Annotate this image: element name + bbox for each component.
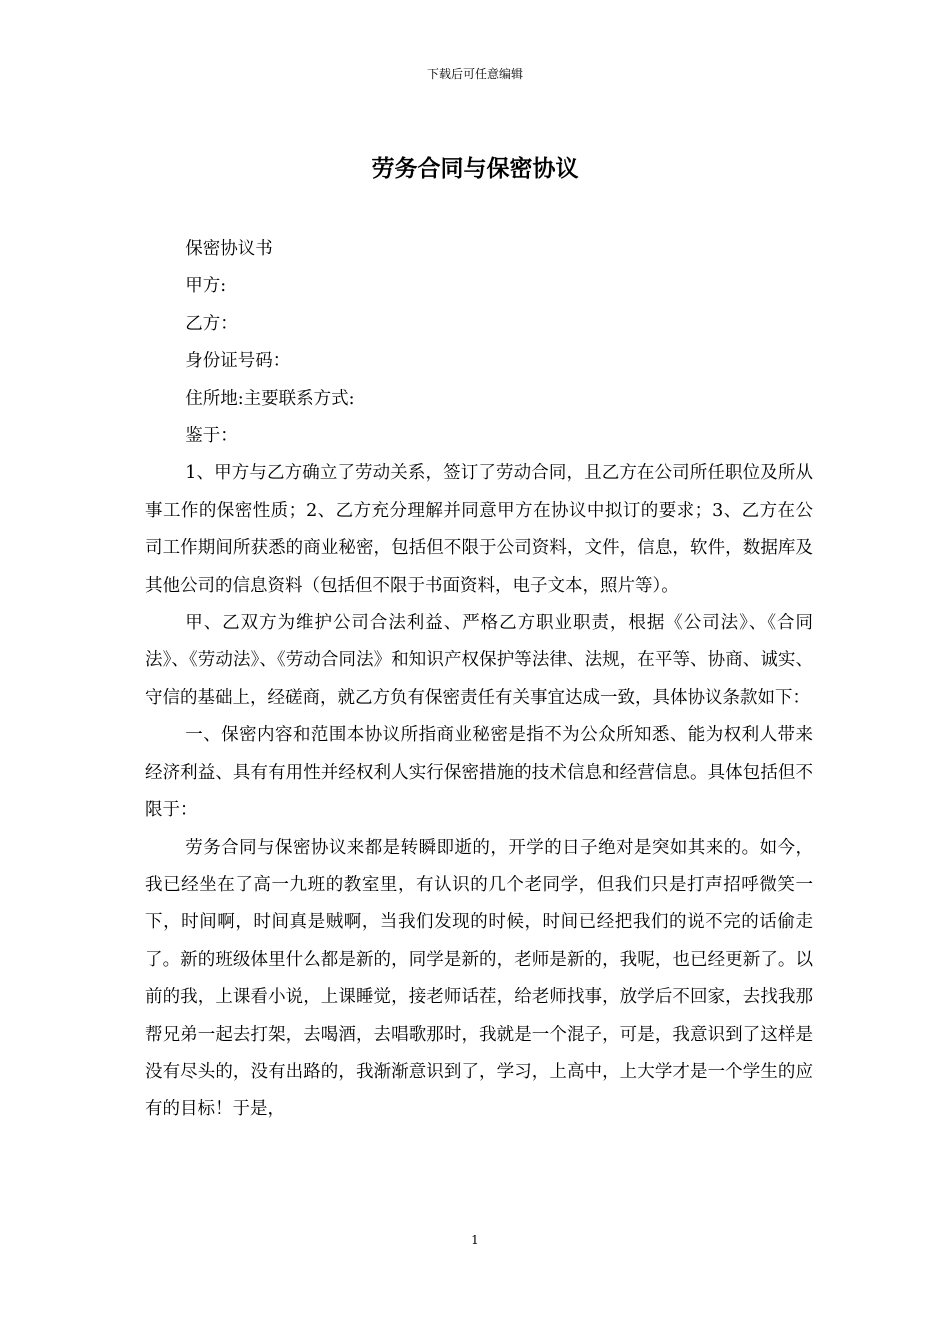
- paragraph-party-b: 乙方：: [185, 313, 238, 334]
- paragraph-recitals: 1、甲方与乙方确立了劳动关系，签订了劳动合同，且乙方在公司所任职位及所从事工作的保密性质；2、乙方充分理解并同意甲方在协议中拟订的要求；3、乙方在公司工作期间所获悉的商业秘密，包括但不限于公司资料，文件，信息，软件，数据库及其他公司的信息资料（包括但不限于书面资料，电子文本，照片等）。: [145, 463, 813, 596]
- document-body: [145, 231, 813, 1129]
- paragraph-party-a: 甲方:: [185, 276, 227, 297]
- document-title: 劳务合同与保密协议: [371, 155, 579, 182]
- paragraph-filler-text: 劳务合同与保密协议来都是转瞬即逝的，开学的日子绝对是突如其来的。如今，我已经坐在了高一九班的教室里，有认识的几个老同学，但我们只是打声招呼微笑一下，时间啊，时间真是贼啊，当我们发现的时候，时间已经把我们的说不完的话偷走了。新的班级体里什么都是新的，同学是新的，老师是新的，我呢，也已经更新了。以前的我，上课看小说，上课睡觉，接老师话茬，给老师找事，放学后不回家，去找我那帮兄弟一起去打架，去喝酒，去唱歌那时，我就是一个混子，可是，我意识到了这样是没有尽头的，没有出路的，我渐渐意识到了，学习，上高中，上大学才是一个学生的应有的目标！于是，: [145, 837, 813, 1120]
- paragraph-clause-one: 一、保密内容和范围本协议所指商业秘密是指不为公众所知悉、能为权利人带来经济利益、具有有用性并经权利人实行保密措施的技术信息和经营信息。具体包括但不限于：: [145, 725, 813, 821]
- paragraph-agreement-name: 保密协议书: [185, 239, 273, 259]
- header-note: 下载后可任意编辑: [426, 67, 523, 81]
- paragraph-legal-basis: 甲、乙双方为维护公司合法利益、严格乙方职业职责，根据《公司法》、《合同法》、《劳动法》、《劳动合同法》和知识产权保护等法律、法规，在平等、协商、诚实、守信的基础上，经磋商，就乙方负有保密责任有关事宜达成一致，具体协议条款如下：: [145, 613, 813, 708]
- paragraph-address-contact: 住所地:主要联系方式:: [185, 388, 355, 409]
- page-number: 1: [471, 1233, 479, 1247]
- paragraph-whereas: 鉴于：: [185, 426, 238, 447]
- paragraph-id-number: 身份证号码：: [185, 351, 291, 372]
